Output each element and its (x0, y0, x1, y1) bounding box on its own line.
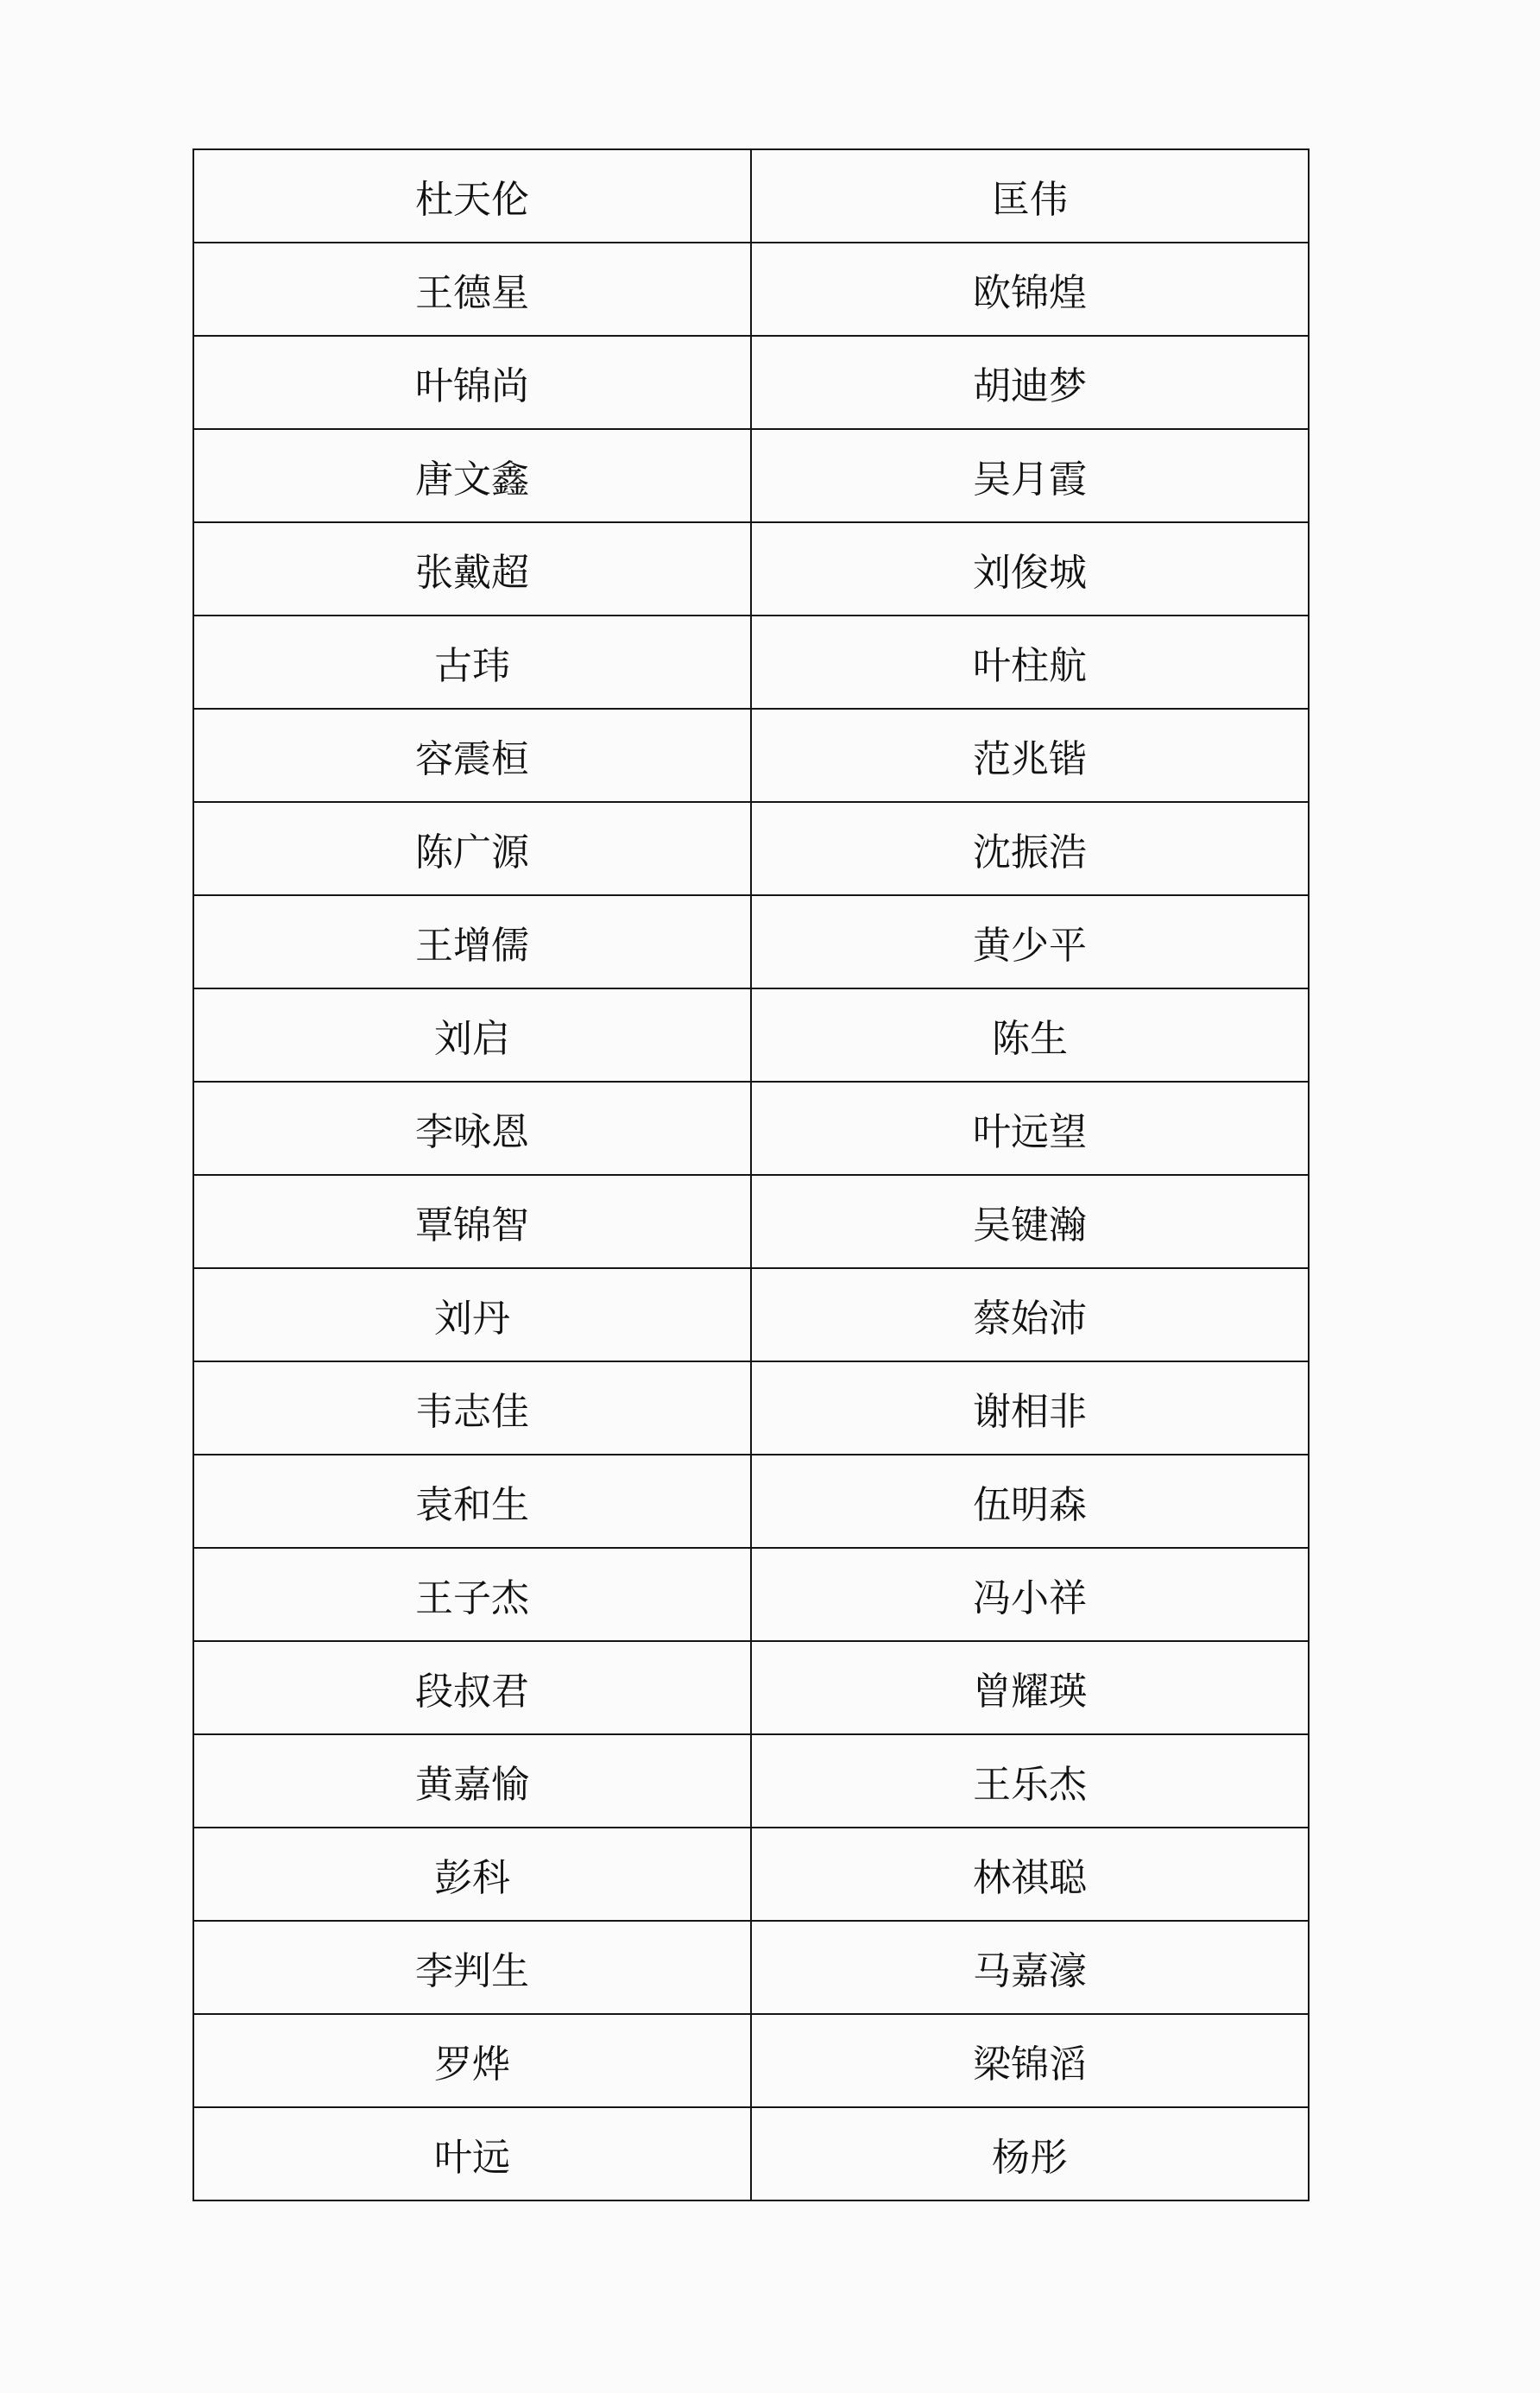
name-cell-left: 王德星 (193, 243, 751, 336)
name-cell-right: 王乐杰 (751, 1734, 1309, 1828)
name-list-table (192, 148, 1310, 2201)
name-cell-left: 刘启 (193, 988, 751, 1082)
name-cell-left: 彭科 (193, 1828, 751, 1921)
name-cell-left: 王子杰 (193, 1548, 751, 1641)
table-row (193, 2107, 1309, 2200)
name-cell-right: 黄少平 (751, 895, 1309, 988)
table-row (193, 1641, 1309, 1734)
table-row (193, 1455, 1309, 1548)
table-row (193, 709, 1309, 802)
name-cell-right: 林祺聪 (751, 1828, 1309, 1921)
name-cell-right: 杨彤 (751, 2107, 1309, 2200)
table-row (193, 802, 1309, 895)
name-cell-left: 叶锦尚 (193, 336, 751, 429)
table-row (193, 429, 1309, 522)
name-cell-right: 吴月霞 (751, 429, 1309, 522)
table-row (193, 1361, 1309, 1455)
name-cell-right: 谢相非 (751, 1361, 1309, 1455)
name-cell-left: 叶远 (193, 2107, 751, 2200)
name-cell-right: 陈生 (751, 988, 1309, 1082)
table-row (193, 1548, 1309, 1641)
name-cell-left: 陈广源 (193, 802, 751, 895)
name-cell-right: 冯小祥 (751, 1548, 1309, 1641)
table-row (193, 522, 1309, 616)
name-cell-right: 蔡始沛 (751, 1268, 1309, 1361)
table-row (193, 1921, 1309, 2014)
name-cell-left: 唐文鑫 (193, 429, 751, 522)
name-cell-left: 容震桓 (193, 709, 751, 802)
name-cell-left: 罗烨 (193, 2014, 751, 2107)
table-row (193, 1082, 1309, 1175)
name-cell-left: 古玮 (193, 616, 751, 709)
name-cell-left: 段叔君 (193, 1641, 751, 1734)
name-cell-right: 曾耀瑛 (751, 1641, 1309, 1734)
name-cell-right: 吴键瀚 (751, 1175, 1309, 1268)
name-cell-right: 范兆锴 (751, 709, 1309, 802)
table-row (193, 1828, 1309, 1921)
name-cell-right: 伍明森 (751, 1455, 1309, 1548)
table-row (193, 616, 1309, 709)
name-cell-right: 沈振浩 (751, 802, 1309, 895)
name-cell-right: 叶柱航 (751, 616, 1309, 709)
name-cell-left: 袁和生 (193, 1455, 751, 1548)
table-row (193, 2014, 1309, 2107)
name-cell-left: 张戴超 (193, 522, 751, 616)
name-cell-right: 胡迪梦 (751, 336, 1309, 429)
table-row (193, 1175, 1309, 1268)
table-body (193, 149, 1309, 2200)
table-row (193, 149, 1309, 243)
table-row (193, 336, 1309, 429)
table-row (193, 1268, 1309, 1361)
name-cell-left: 王增儒 (193, 895, 751, 988)
table-row (193, 988, 1309, 1082)
name-cell-left: 刘丹 (193, 1268, 751, 1361)
name-cell-left: 黄嘉愉 (193, 1734, 751, 1828)
table-row (193, 895, 1309, 988)
table-row (193, 1734, 1309, 1828)
name-cell-right: 马嘉濠 (751, 1921, 1309, 2014)
name-cell-left: 李咏恩 (193, 1082, 751, 1175)
name-cell-left: 韦志佳 (193, 1361, 751, 1455)
table-row (193, 243, 1309, 336)
name-cell-right: 欧锦煌 (751, 243, 1309, 336)
name-cell-left: 覃锦智 (193, 1175, 751, 1268)
name-cell-left: 李判生 (193, 1921, 751, 2014)
name-cell-right: 叶远望 (751, 1082, 1309, 1175)
name-cell-right: 刘俊城 (751, 522, 1309, 616)
name-cell-right: 梁锦滔 (751, 2014, 1309, 2107)
name-cell-right: 匡伟 (751, 149, 1309, 243)
name-cell-left: 杜天伦 (193, 149, 751, 243)
